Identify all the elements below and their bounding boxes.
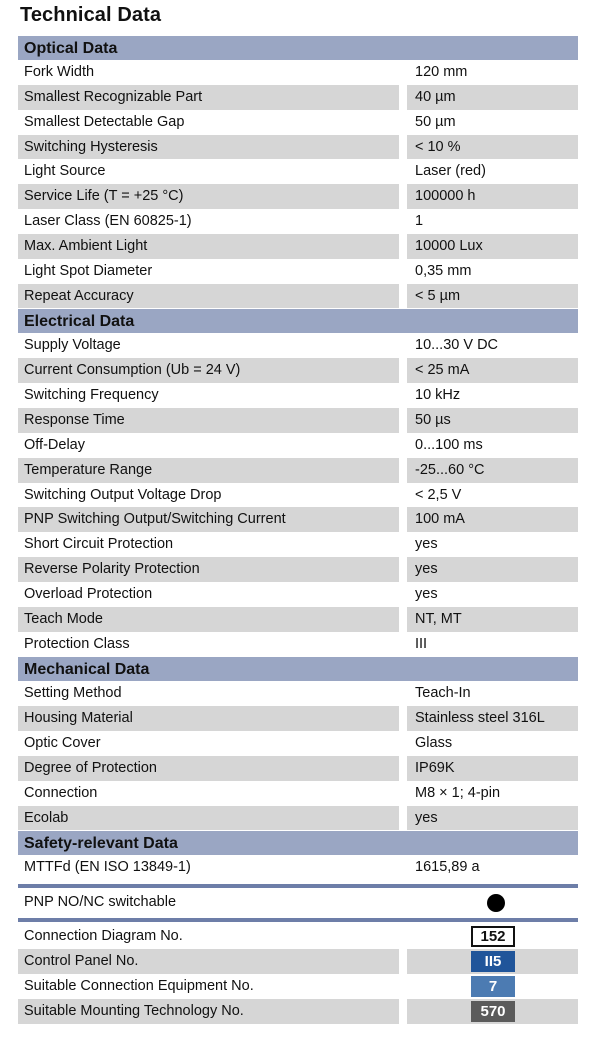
- row-value: Teach-In: [407, 681, 578, 706]
- row-value: 10...30 V DC: [407, 333, 578, 358]
- reference-label: Connection Diagram No.: [18, 924, 399, 949]
- row-label: Smallest Recognizable Part: [18, 85, 399, 110]
- row-label: Temperature Range: [18, 458, 399, 483]
- row-label: MTTFd (EN ISO 13849-1): [18, 855, 399, 880]
- row-value: < 25 mA: [407, 358, 578, 383]
- row-value: 10000 Lux: [407, 234, 578, 259]
- row-value: < 2,5 V: [407, 483, 578, 508]
- row-label: Overload Protection: [18, 582, 399, 607]
- filled-circle-icon: [487, 894, 505, 912]
- row-label: Switching Hysteresis: [18, 135, 399, 160]
- row-label: Degree of Protection: [18, 756, 399, 781]
- row-value: yes: [407, 532, 578, 557]
- row-label: Teach Mode: [18, 607, 399, 632]
- table-row: [18, 85, 578, 110]
- row-label: Connection: [18, 781, 399, 806]
- row-label: Smallest Detectable Gap: [18, 110, 399, 135]
- reference-row: [18, 949, 578, 974]
- row-label: Switching Output Voltage Drop: [18, 483, 399, 508]
- reference-label: Control Panel No.: [18, 949, 399, 974]
- row-label: Service Life (T = +25 °C): [18, 184, 399, 209]
- row-value: 10 kHz: [407, 383, 578, 408]
- row-value: 100 mA: [407, 507, 578, 532]
- table-row: [18, 408, 578, 433]
- reference-row: [18, 999, 578, 1024]
- table-row: [18, 731, 578, 756]
- table-row: [18, 582, 578, 607]
- table-row: [18, 532, 578, 557]
- table-row: [18, 234, 578, 259]
- row-value: M8 × 1; 4-pin: [407, 781, 578, 806]
- row-value: yes: [407, 557, 578, 582]
- row-value: 0,35 mm: [407, 259, 578, 284]
- reference-label: Suitable Mounting Technology No.: [18, 999, 399, 1024]
- table-row: [18, 159, 578, 184]
- row-label: Off-Delay: [18, 433, 399, 458]
- row-label: Laser Class (EN 60825-1): [18, 209, 399, 234]
- row-value: yes: [407, 582, 578, 607]
- row-value: 0...100 ms: [407, 433, 578, 458]
- row-value: 120 mm: [407, 60, 578, 85]
- table-row: [18, 284, 578, 309]
- table-row: [18, 458, 578, 483]
- row-value: III: [407, 632, 578, 657]
- table-row: [18, 806, 578, 831]
- row-value: 1: [407, 209, 578, 234]
- row-label: Max. Ambient Light: [18, 234, 399, 259]
- technical-data-table: [18, 35, 578, 1024]
- row-value: 50 µs: [407, 408, 578, 433]
- section-header-mechanical: Mechanical Data: [18, 656, 578, 681]
- row-value: 50 µm: [407, 110, 578, 135]
- row-value: Glass: [407, 731, 578, 756]
- table-row: [18, 333, 578, 358]
- table-row: [18, 259, 578, 284]
- row-value: NT, MT: [407, 607, 578, 632]
- row-value: < 10 %: [407, 135, 578, 160]
- row-label: Ecolab: [18, 806, 399, 831]
- table-row: [18, 607, 578, 632]
- table-row: [18, 855, 578, 880]
- table-row: [18, 756, 578, 781]
- row-label: Supply Voltage: [18, 333, 399, 358]
- mounting-technology-badge: 570: [471, 1001, 515, 1022]
- row-label: Protection Class: [18, 632, 399, 657]
- row-label: Response Time: [18, 408, 399, 433]
- section-header-electrical: Electrical Data: [18, 308, 578, 333]
- section-divider: [18, 884, 578, 888]
- row-value: IP69K: [407, 756, 578, 781]
- table-row: [18, 110, 578, 135]
- reference-row: [18, 924, 578, 949]
- row-value: < 5 µm: [407, 284, 578, 309]
- row-label: Optic Cover: [18, 731, 399, 756]
- reference-label: Suitable Connection Equipment No.: [18, 974, 399, 999]
- connection-equipment-badge: 7: [471, 976, 515, 997]
- row-label: Repeat Accuracy: [18, 284, 399, 309]
- table-row: [18, 781, 578, 806]
- table-row: [18, 433, 578, 458]
- table-row: [18, 358, 578, 383]
- row-label: Light Spot Diameter: [18, 259, 399, 284]
- table-row: [18, 681, 578, 706]
- section-divider: [18, 918, 578, 922]
- connection-diagram-badge: 152: [471, 926, 515, 947]
- table-row: [18, 383, 578, 408]
- feature-label: PNP NO/NC switchable: [18, 890, 399, 915]
- feature-row: [18, 890, 578, 915]
- row-label: Setting Method: [18, 681, 399, 706]
- row-value: Stainless steel 316L: [407, 706, 578, 731]
- row-value: Laser (red): [407, 159, 578, 184]
- table-row: [18, 507, 578, 532]
- row-label: PNP Switching Output/Switching Current: [18, 507, 399, 532]
- table-row: [18, 135, 578, 160]
- row-label: Switching Frequency: [18, 383, 399, 408]
- row-label: Short Circuit Protection: [18, 532, 399, 557]
- row-value: 40 µm: [407, 85, 578, 110]
- table-row: [18, 209, 578, 234]
- row-value: yes: [407, 806, 578, 831]
- row-label: Light Source: [18, 159, 399, 184]
- row-value: -25...60 °C: [407, 458, 578, 483]
- row-value: 1615,89 a: [407, 855, 578, 880]
- table-row: [18, 60, 578, 85]
- row-label: Housing Material: [18, 706, 399, 731]
- page-title: Technical Data: [20, 4, 162, 26]
- table-row: [18, 184, 578, 209]
- row-value: 100000 h: [407, 184, 578, 209]
- table-row: [18, 557, 578, 582]
- row-label: Reverse Polarity Protection: [18, 557, 399, 582]
- reference-row: [18, 974, 578, 999]
- table-row: [18, 632, 578, 657]
- section-header-safety: Safety-relevant Data: [18, 830, 578, 855]
- table-row: [18, 706, 578, 731]
- table-row: [18, 483, 578, 508]
- row-label: Fork Width: [18, 60, 399, 85]
- row-label: Current Consumption (Ub = 24 V): [18, 358, 399, 383]
- control-panel-badge: II5: [471, 951, 515, 972]
- section-header-optical: Optical Data: [18, 35, 578, 60]
